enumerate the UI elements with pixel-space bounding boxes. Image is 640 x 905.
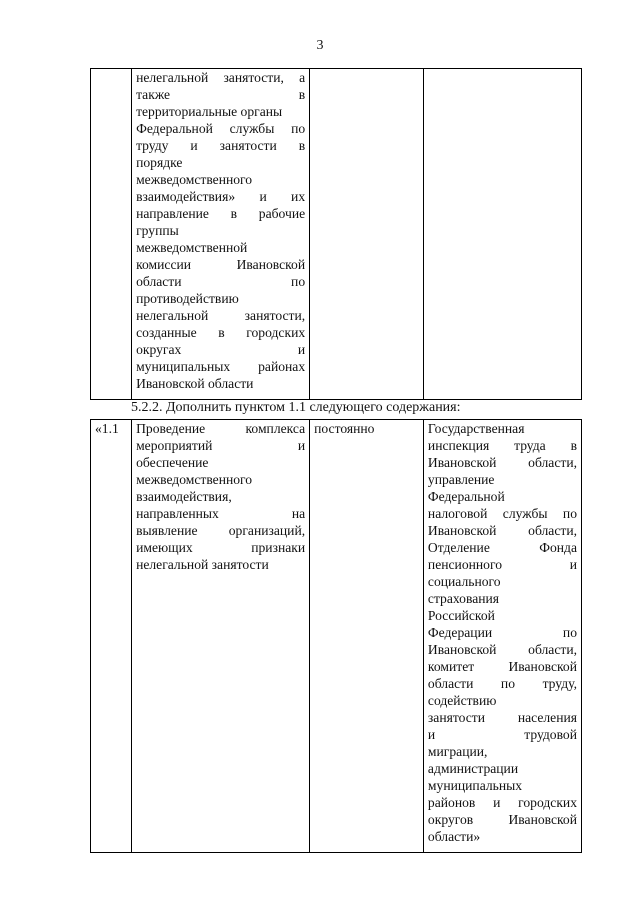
text-line: мероприятий и <box>136 438 306 453</box>
text-line: Ивановской области, <box>427 642 577 657</box>
text-line: налоговой службы по <box>427 506 577 521</box>
cell-term: постоянно <box>310 420 424 853</box>
page-number: 3 <box>316 38 324 53</box>
cell-number: «1.1 <box>91 420 132 853</box>
text-line: взаимодействия, <box>136 489 232 504</box>
text-line: межведомственного <box>136 472 253 487</box>
cell-responsible <box>423 420 581 853</box>
text-line: порядке <box>136 155 183 170</box>
text-line: нелегальной занятости, <box>136 308 306 323</box>
cell-term <box>310 69 424 400</box>
text-line: и трудовой <box>427 727 577 742</box>
cell-measure <box>132 420 310 853</box>
text-line: округов Ивановской <box>427 812 577 827</box>
table-row <box>91 420 582 853</box>
text-line: социального <box>427 574 501 589</box>
text-line: труду и занятости в <box>136 138 306 153</box>
text-line: пенсионного и <box>427 557 577 572</box>
text-line: занятости населения <box>427 710 577 725</box>
text-line: комитет Ивановской <box>427 659 577 674</box>
amendment-instruction: 5.2.2. Дополнить пунктом 1.1 следующего содержания: <box>131 400 461 415</box>
measure-text <box>136 420 305 573</box>
table-row <box>91 69 582 400</box>
cell-number <box>91 69 132 400</box>
text-line: администрации <box>427 761 519 776</box>
text-line: Федерации по <box>427 625 577 640</box>
text-line: имеющих признаки <box>136 540 306 555</box>
text-line: взаимодействия» и их <box>136 189 306 204</box>
text-line: Российской <box>427 608 495 623</box>
measure-text <box>136 69 305 392</box>
text-line: инспекция труда в <box>427 438 577 453</box>
text-line: округах и <box>136 342 306 357</box>
text-line: Федеральной службы по <box>136 121 306 136</box>
text-line: области по <box>136 274 306 289</box>
text-line: обеспечение <box>136 455 209 470</box>
text-line: Проведение комплекса <box>136 421 306 436</box>
text-line: Федеральной <box>427 489 505 504</box>
text-line: Ивановской области, <box>427 455 577 470</box>
text-line: направленных на <box>136 506 306 521</box>
text-line: нелегальной занятости, а <box>136 70 306 85</box>
text-line: районов и городских <box>427 795 577 810</box>
text-line: страхования <box>427 591 500 606</box>
text-line: области по труду, <box>427 676 577 691</box>
text-line: муниципальных районах <box>136 359 306 374</box>
text-line: Отделение Фонда <box>427 540 577 555</box>
text-line: содействию <box>427 693 497 708</box>
text-line: управление <box>427 472 495 487</box>
text-line: выявление организаций, <box>136 523 306 538</box>
text-line: межведомственного <box>136 172 253 187</box>
new-item-table <box>90 419 582 853</box>
text-line: миграции, <box>427 744 488 759</box>
text-line: муниципальных <box>427 778 523 793</box>
text-line: также в <box>136 87 306 102</box>
cell-responsible <box>423 69 581 400</box>
text-line: созданные в городских <box>136 325 306 340</box>
text-line: межведомственной <box>136 240 248 255</box>
continued-table <box>90 68 582 400</box>
text-line: области» <box>427 829 481 844</box>
text-line: нелегальной занятости <box>136 557 269 572</box>
text-line: комиссии Ивановской <box>136 257 306 272</box>
text-line: Государственная <box>427 421 525 436</box>
cell-measure <box>132 69 310 400</box>
text-line: противодействию <box>136 291 239 306</box>
text-line: территориальные органы <box>136 104 283 119</box>
text-line: группы <box>136 223 179 238</box>
responsible-text <box>428 420 577 845</box>
text-line: направление в рабочие <box>136 206 306 221</box>
text-line: Ивановской области <box>136 376 254 391</box>
text-line: Ивановской области, <box>427 523 577 538</box>
